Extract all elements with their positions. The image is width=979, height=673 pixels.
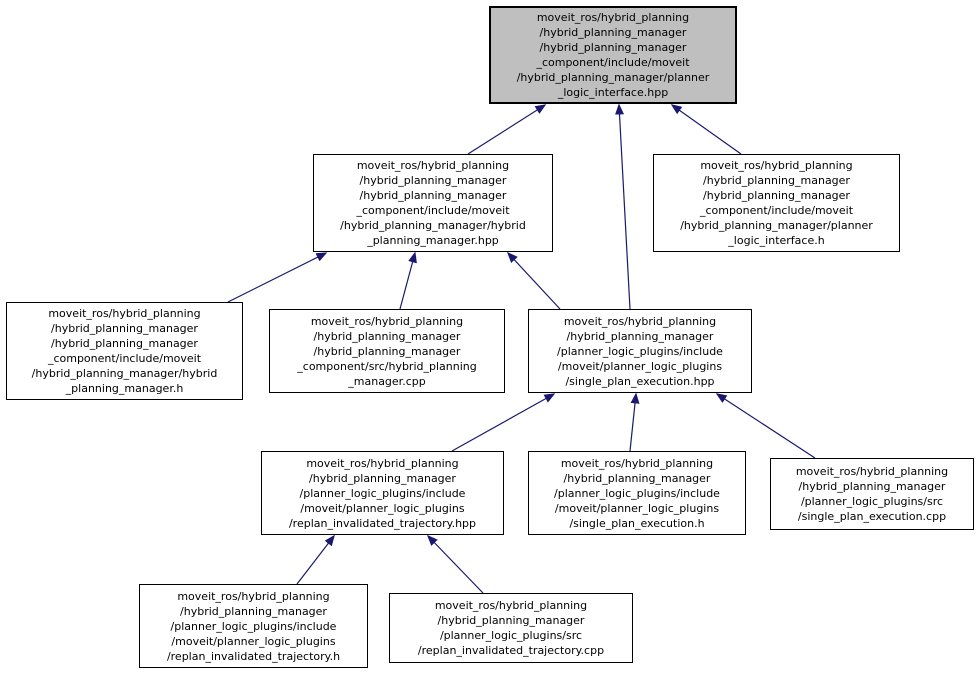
node-label-line: _component/include/moveit — [536, 56, 690, 69]
node-label-line: /hybrid_planning_manager — [539, 41, 687, 54]
node-label-line: /moveit/planner_logic_plugins — [300, 501, 465, 515]
node-label-line: /hybrid_planning_manager — [180, 604, 327, 618]
node-label-line: /planner_logic_plugins/src — [439, 629, 583, 642]
node-hybrid-planning-manager-h[interactable] — [6, 302, 243, 400]
node-label-line: moveit_ros/hybrid_planning — [563, 314, 717, 328]
node-label-line: _planning_manager.hpp — [367, 234, 499, 247]
node-label-line: /hybrid_planning_manager/planner — [516, 71, 710, 84]
node-label-line: /hybrid_planning_manager — [309, 471, 456, 485]
node-label-line: /hybrid_planning_manager — [703, 174, 850, 187]
node-label-line: moveit_ros/hybrid_planning — [536, 11, 690, 24]
node-label-line: /hybrid_planning_manager/hybrid — [31, 367, 218, 380]
edge-single-plan-execution-hpp-to-planner-logic-interface-hpp — [619, 105, 630, 309]
node-label-line: /planner_logic_plugins/src — [800, 495, 944, 508]
node-label-line: /hybrid_planning_manager — [563, 471, 711, 485]
node-label-line: /single_plan_execution.h — [569, 516, 705, 530]
node-label-line: moveit_ros/hybrid_planning — [310, 314, 464, 328]
edge-single-plan-execution-h-to-single-plan-execution-hpp — [630, 394, 636, 451]
node-label-line: /replan_invalidated_trajectory.cpp — [417, 644, 605, 657]
node-label-line: /planner_logic_plugins/include — [557, 344, 723, 358]
node-planner-logic-interface-h[interactable] — [653, 154, 900, 252]
node-single-plan-execution-h[interactable] — [528, 451, 746, 535]
node-label-line: /planner_logic_plugins/include — [554, 486, 720, 500]
node-label-line: _component/include/moveit — [47, 352, 202, 365]
node-label-line: _logic_interface.hpp — [557, 86, 669, 99]
node-label-line: /replan_invalidated_trajectory.h — [166, 649, 341, 663]
node-label-line: moveit_ros/hybrid_planning — [177, 589, 330, 603]
node-label-line: /single_plan_execution.hpp — [565, 374, 715, 388]
node-label-line: /hybrid_planning_manager — [798, 480, 946, 493]
node-label-line: _planning_manager.h — [65, 382, 184, 395]
edge-hybrid-planning-manager-hpp-to-planner-logic-interface-hpp — [468, 105, 545, 154]
node-label-line: /hybrid_planning_manager — [313, 344, 461, 358]
node-label-line: /moveit/planner_logic_plugins — [557, 359, 723, 373]
node-label-line: /moveit/planner_logic_plugins — [554, 501, 720, 515]
node-hybrid-planning-manager-hpp[interactable] — [313, 154, 553, 252]
edge-replan-invalidated-trajectory-hpp-to-single-plan-execution-hpp — [452, 394, 554, 451]
node-label-line: /replan_invalidated_trajectory.hpp — [288, 516, 477, 530]
node-planner-logic-interface-hpp[interactable] — [489, 6, 737, 104]
edge-single-plan-execution-hpp-to-hybrid-planning-manager-hpp — [508, 253, 560, 309]
node-label-line: moveit_ros/hybrid_planning — [795, 465, 949, 478]
edge-planner-logic-interface-h-to-planner-logic-interface-hpp — [672, 105, 741, 154]
node-label-line: /hybrid_planning_manager — [313, 329, 461, 343]
node-replan-invalidated-trajectory-hpp[interactable] — [261, 451, 504, 535]
node-label-line: moveit_ros/hybrid_planning — [48, 307, 201, 320]
edge-single-plan-execution-cpp-to-single-plan-execution-hpp — [717, 394, 815, 458]
node-label-line: moveit_ros/hybrid_planning — [306, 456, 459, 470]
node-label-line: /hybrid_planning_manager — [539, 26, 687, 39]
node-label-line: moveit_ros/hybrid_planning — [356, 159, 510, 172]
node-label-line: /moveit/planner_logic_plugins — [171, 634, 336, 648]
node-hybrid-planning-manager-cpp[interactable] — [269, 309, 505, 393]
edge-hybrid-planning-manager-cpp-to-hybrid-planning-manager-hpp — [400, 253, 415, 309]
node-label-line: /hybrid_planning_manager — [703, 189, 850, 202]
node-label-line: _component/src/hybrid_planning — [297, 359, 477, 373]
node-label-line: /planner_logic_plugins/include — [170, 619, 337, 633]
node-label-line: _component/include/moveit — [356, 204, 510, 217]
edge-replan-invalidated-trajectory-h-to-replan-invalidated-trajectory-hpp — [297, 536, 334, 584]
edge-hybrid-planning-manager-h-to-hybrid-planning-manager-hpp — [228, 253, 326, 302]
node-label-line: /hybrid_planning_manager — [51, 337, 198, 350]
node-label-line: _component/include/moveit — [699, 204, 854, 217]
node-single-plan-execution-cpp[interactable] — [770, 458, 974, 530]
node-single-plan-execution-hpp[interactable] — [528, 309, 752, 393]
node-label-line: /hybrid_planning_manager/planner — [680, 219, 873, 232]
node-label-line: moveit_ros/hybrid_planning — [560, 456, 714, 470]
node-label-line: /hybrid_planning_manager — [359, 189, 507, 202]
node-label-line: moveit_ros/hybrid_planning — [700, 159, 853, 172]
node-label-line: /hybrid_planning_manager — [51, 322, 198, 335]
node-label-line: /planner_logic_plugins/include — [299, 486, 466, 500]
node-label-line: /single_plan_execution.cpp — [797, 510, 947, 523]
edge-replan-invalidated-trajectory-cpp-to-replan-invalidated-trajectory-hpp — [428, 536, 483, 593]
node-label-line: /hybrid_planning_manager/hybrid — [340, 219, 526, 232]
node-label-line: moveit_ros/hybrid_planning — [434, 599, 588, 612]
node-label-line: _logic_interface.h — [728, 234, 825, 247]
node-label-line: /hybrid_planning_manager — [359, 174, 507, 187]
node-label-line: _manager.cpp — [348, 374, 426, 388]
node-label-line: /hybrid_planning_manager — [566, 329, 714, 343]
node-label-line: /hybrid_planning_manager — [437, 614, 585, 627]
node-replan-invalidated-trajectory-cpp[interactable] — [389, 593, 633, 663]
node-replan-invalidated-trajectory-h[interactable] — [139, 584, 368, 668]
